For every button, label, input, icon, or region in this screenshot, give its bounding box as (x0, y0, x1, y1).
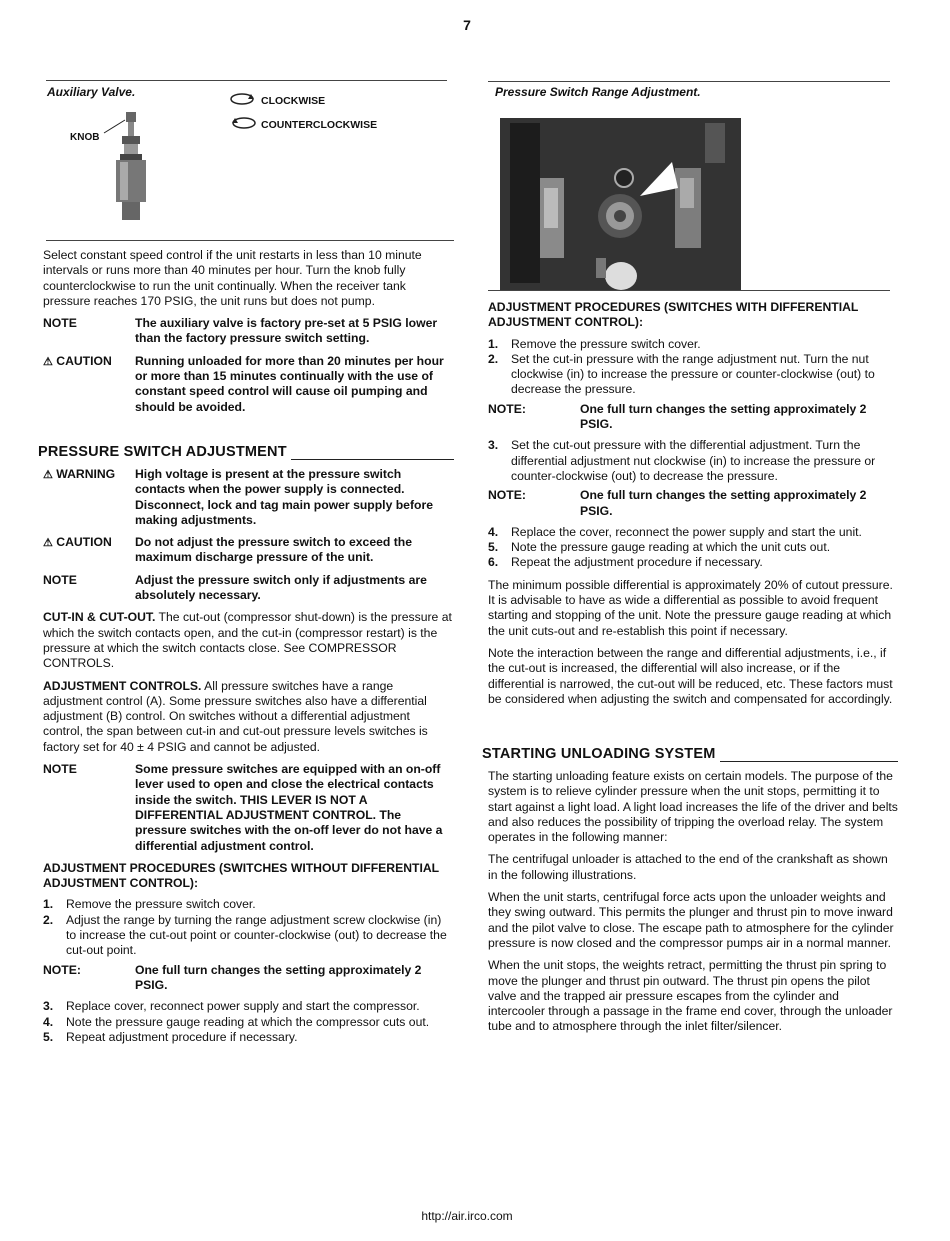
warning-label-wrap (43, 467, 135, 528)
paragraph-body: All pressure switches have a range adjustment control (A). Some pressure switches also have a differential adjustment (B) control. On switches without a differential adjustment control, the span between cut-in and cut-out pressure levels switches is factory set for 40 ± 4 PSIG and cannot be adjusted. (43, 678, 428, 754)
step-text: Set the cut-out pressure with the differential adjustment. Turn the differential adjustment nut clockwise (in) to increase the pressure or counter-clockwise (out) to decrease the pressure. (511, 438, 876, 483)
step-number: 1. (488, 336, 499, 351)
note-adjust-only (43, 573, 453, 604)
note-one-full-turn (488, 402, 898, 433)
warning-text: High voltage is present at the pressure switch contacts when the power supply is connected. Disconnect, lock and tag main power supply before making adjustments. (135, 467, 433, 527)
step-number: 2. (43, 912, 54, 927)
counterclockwise-label: COUNTERCLOCKWISE (261, 118, 378, 131)
figure-bottom-rule (46, 240, 454, 241)
caution-text: Running unloaded for more than 20 minutes per hour or more than 15 minutes continually with the use of constant speed control will cause oil pumping and should be avoided. (135, 353, 444, 414)
step-text: Repeat the adjustment procedure if necessary. (511, 555, 763, 570)
clockwise-legend (229, 92, 325, 110)
left-column-lower (43, 467, 453, 1049)
list-item (43, 913, 453, 959)
caution-unloaded (43, 354, 453, 415)
right-column-lower (488, 769, 898, 1042)
steps-list-a (488, 337, 898, 398)
step-text: Replace cover, reconnect power supply and start the compressor. (66, 999, 420, 1014)
steps-list-c (488, 525, 898, 571)
step-number: 3. (43, 999, 54, 1014)
steps-list-b (488, 438, 898, 484)
note-text: The auxiliary valve is factory pre-set at 5 PSIG lower than the factory pressure switch setting. (135, 316, 438, 346)
starting-unloading-section (482, 747, 898, 766)
psra-caption: Pressure Switch Range Adjustment. (495, 85, 701, 99)
step-number: 4. (488, 524, 499, 539)
step-text: Adjust the range by turning the range adjustment screw clockwise (in) to increase the cut-out point or counter-clockwise (out) to decrease the cut-out point. (66, 912, 447, 958)
section-heading-text: PRESSURE SWITCH ADJUSTMENT (38, 444, 287, 460)
clockwise-arrow-icon (229, 92, 257, 110)
caution-max-pressure (43, 535, 453, 566)
unit-starts-paragraph: When the unit starts, centrifugal force acts upon the unloader weights and they swing outward. This permits the plunger and thrust pin to move inward and the pilot valve to close. The escape path to atmosphere for the cylinder pressure is now closed and the compressor pumps air in a normal manner. (488, 890, 894, 950)
note-label: NOTE (43, 762, 77, 777)
right-column (488, 300, 898, 714)
knob-label: KNOB (70, 132, 100, 143)
auxiliary-valve-figure (70, 100, 180, 225)
step-number: 2. (488, 351, 499, 366)
list-item (43, 1030, 453, 1045)
steps-list-b (43, 999, 453, 1045)
caution-label-wrap (43, 354, 135, 415)
centrifugal-unloader-paragraph: The centrifugal unloader is attached to the end of the crankshaft as shown in the following illustrations. (488, 852, 888, 882)
adjustment-controls-paragraph (43, 679, 453, 755)
step-number: 1. (43, 897, 54, 912)
note-aux-preset (43, 316, 453, 347)
note-text: Adjust the pressure switch only if adjustments are absolutely necessary. (135, 572, 427, 603)
note-label: NOTE (43, 316, 77, 331)
cut-in-cut-out-paragraph (43, 610, 453, 671)
step-text: Remove the pressure switch cover. (511, 336, 701, 351)
step-text: Note the pressure gauge reading at which the unit cuts out. (511, 540, 831, 555)
procedures-with-differential-heading: ADJUSTMENT PROCEDURES (SWITCHES WITH DIFFERENTIAL ADJUSTMENT CONTROL): (488, 300, 859, 330)
caution-text: Do not adjust the pressure switch to exceed the maximum discharge pressure of the unit. (135, 535, 412, 565)
list-item (488, 337, 898, 352)
page-number: 7 (463, 17, 471, 33)
step-text: Repeat adjustment procedure if necessary. (66, 1029, 298, 1044)
interaction-paragraph: Note the interaction between the range and differential adjustments, i.e., if the cut-out is increased, the differential will also increase, or if the differential is narrowed, the cut-out will be reduced, etc. These factors must be considered when adjusting the switch and compensated for accordingly. (488, 645, 893, 706)
caution-label-wrap (43, 535, 135, 566)
warning-high-voltage (43, 467, 453, 528)
left-column (43, 248, 453, 422)
note-text: One full turn changes the setting approximately 2 PSIG. (580, 488, 867, 518)
pressure-switch-photo (500, 118, 741, 290)
heading-rule (291, 449, 454, 460)
note-on-off-lever (43, 762, 453, 854)
note-text: Some pressure switches are equipped with an on-off lever used to open and close the electrical contacts inside the switch. THIS LEVER IS NOT A DIFFERENTIAL ADJUSTMENT CONTROL. The pressure switches with the on-off lever do not have a differential adjustment control. (135, 762, 443, 853)
list-item (43, 999, 453, 1014)
step-text: Remove the pressure switch cover. (66, 897, 256, 912)
warning-label: WARNING (56, 467, 116, 481)
caution-triangle-icon: ⚠ (43, 537, 53, 550)
starting-unloading-system-heading (482, 747, 898, 762)
note-one-full-turn (43, 963, 453, 994)
step-number: 6. (488, 555, 499, 570)
paragraph-body: The cut-out (compressor shut-down) is the pressure at which the switch contacts open, and the cut-in (compressor restart) is the pressure at which the switch contacts close. See COMPRESSOR CONTROLS. (43, 610, 452, 671)
note-text: One full turn changes the setting approximately 2 PSIG. (135, 962, 422, 992)
valve-illustration (70, 100, 180, 225)
list-item (488, 540, 898, 555)
note-label: NOTE (43, 572, 77, 587)
pressure-switch-adjustment-heading (38, 445, 454, 460)
caution-label: CAUTION (56, 353, 112, 368)
clockwise-label: CLOCKWISE (261, 94, 326, 107)
constant-speed-paragraph: Select constant speed control if the unit restarts in less than 10 minute intervals or runs more than 40 minutes per hour. Turn the knob fully counterclockwise to run the unit continually. When the receiver tank pressure reaches 170 PSIG, the unit runs but does not pump. (43, 248, 422, 308)
pressure-switch-section (38, 445, 454, 464)
counterclockwise-arrow-icon (229, 116, 257, 134)
step-text: Replace the cover, reconnect the power supply and start the unit. (511, 524, 862, 539)
minimum-differential-paragraph: The minimum possible differential is approximately 20% of cutout pressure. It is advisable to have as wide a differential as possible to avoid frequent starting and stopping of the unit. Note the pressure gauge reading at which the unit cuts-out and re-establish this point if necessary. (488, 577, 893, 638)
caution-triangle-icon: ⚠ (43, 355, 53, 368)
figure-bottom-rule (488, 290, 890, 291)
note-label: NOTE: (488, 401, 526, 416)
note-label: NOTE: (488, 488, 526, 503)
heading-rule (720, 751, 898, 762)
paragraph-lead: ADJUSTMENT CONTROLS. (43, 678, 202, 693)
note-text: One full turn changes the setting approximately 2 PSIG. (580, 401, 867, 432)
step-text: Set the cut-in pressure with the range adjustment nut. Turn the nut clockwise (in) to increase the pressure or counter-clockwise (out) to decrease the pressure. (511, 351, 875, 397)
pressure-switch-image (500, 118, 741, 290)
list-item (43, 1015, 453, 1030)
figure-top-rule (488, 81, 890, 82)
paragraph-lead: CUT-IN & CUT-OUT. (43, 610, 156, 625)
unit-stops-paragraph: When the unit stops, the weights retract, permitting the thrust pin spring to move the plunger and thrust pin outward. The thrust pin opens the pilot valve and the trapped air pressure escapes from the cylinder and intercooler through a passage in the frame end cover, through the unloader tube and to atmosphere through the inlet filter/silencer. (488, 958, 893, 1034)
caution-label: CAUTION (56, 535, 112, 550)
note-label: NOTE: (43, 962, 81, 977)
footer-url: http://air.irco.com (421, 1209, 513, 1223)
step-number: 5. (488, 540, 499, 555)
procedures-without-differential-heading: ADJUSTMENT PROCEDURES (SWITCHES WITHOUT DIFFERENTIAL ADJUSTMENT CONTROL): (43, 860, 439, 891)
figure-top-rule (46, 80, 447, 81)
section-heading-text: STARTING UNLOADING SYSTEM (482, 746, 716, 762)
step-number: 3. (488, 438, 499, 453)
step-text: Note the pressure gauge reading at which the compressor cuts out. (66, 1014, 430, 1029)
warning-triangle-icon: ⚠ (43, 469, 53, 481)
list-item (488, 352, 898, 398)
unloading-purpose-paragraph: The starting unloading feature exists on certain models. The purpose of the system is to relieve cylinder pressure when the unit stops, permitting it to start against a light load. A light load increases the life of the driver and belts and also reduces the possibility of tripping the overload relay. The system operates in the following manner: (488, 769, 898, 845)
list-item (488, 438, 898, 484)
steps-list-a (43, 897, 453, 958)
note-one-full-turn (488, 488, 898, 519)
list-item (43, 897, 453, 912)
step-number: 5. (43, 1029, 54, 1044)
list-item (488, 555, 898, 570)
aux-valve-caption: Auxiliary Valve. (47, 85, 136, 99)
list-item (488, 525, 898, 540)
step-number: 4. (43, 1014, 54, 1029)
counterclockwise-legend (229, 116, 377, 134)
